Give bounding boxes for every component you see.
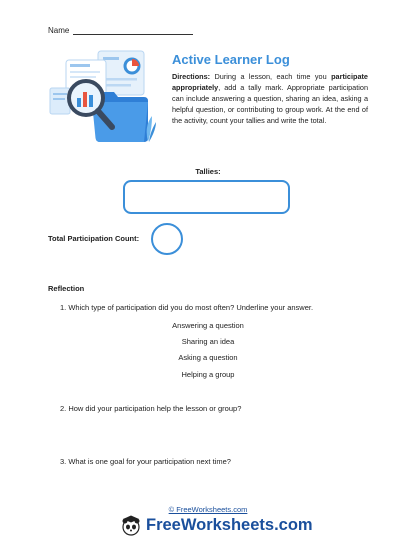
- option-answering[interactable]: Answering a question: [172, 321, 244, 330]
- total-count-circle[interactable]: [151, 223, 183, 255]
- reflection-heading: Reflection: [48, 284, 85, 293]
- footer-link[interactable]: © FreeWorksheets.com: [168, 505, 248, 514]
- question-3: 3. What is one goal for your participation next time?: [60, 457, 231, 466]
- directions-part1: During a lesson, each time you: [210, 72, 332, 81]
- name-label: Name: [48, 26, 70, 35]
- total-count-label: Total Participation Count:: [48, 234, 140, 243]
- directions-text: [172, 71, 368, 126]
- panda-graduate-icon: [120, 514, 142, 536]
- name-field[interactable]: [73, 27, 193, 35]
- option-helping[interactable]: Helping a group: [181, 370, 235, 379]
- option-sharing[interactable]: Sharing an idea: [181, 337, 235, 346]
- brand-text: FreeWorksheets.com: [146, 515, 313, 534]
- directions-label: Directions:: [172, 72, 211, 81]
- question-2: 2. How did your participation help the lesson or group?: [60, 404, 242, 413]
- question-1: 1. Which type of participation did you do most often? Underline your answer.: [60, 303, 314, 312]
- tallies-label: Tallies:: [195, 167, 221, 176]
- tally-box[interactable]: [123, 180, 290, 214]
- brand-logo: [120, 513, 313, 537]
- directions-part2: , add a tally mark. Appropriate participation can include answering a question, sharing an idea, asking a helpful question, or contributing to group work. At the end of the activity, count your tallies and write the total.: [172, 83, 368, 125]
- worksheet-title: Active Learner Log: [172, 52, 290, 67]
- directions-emphasis: participate appropriately: [172, 72, 368, 92]
- name-row: [48, 26, 193, 35]
- folder-magnifier-illustration: [48, 48, 158, 148]
- option-asking[interactable]: Asking a question: [178, 353, 238, 362]
